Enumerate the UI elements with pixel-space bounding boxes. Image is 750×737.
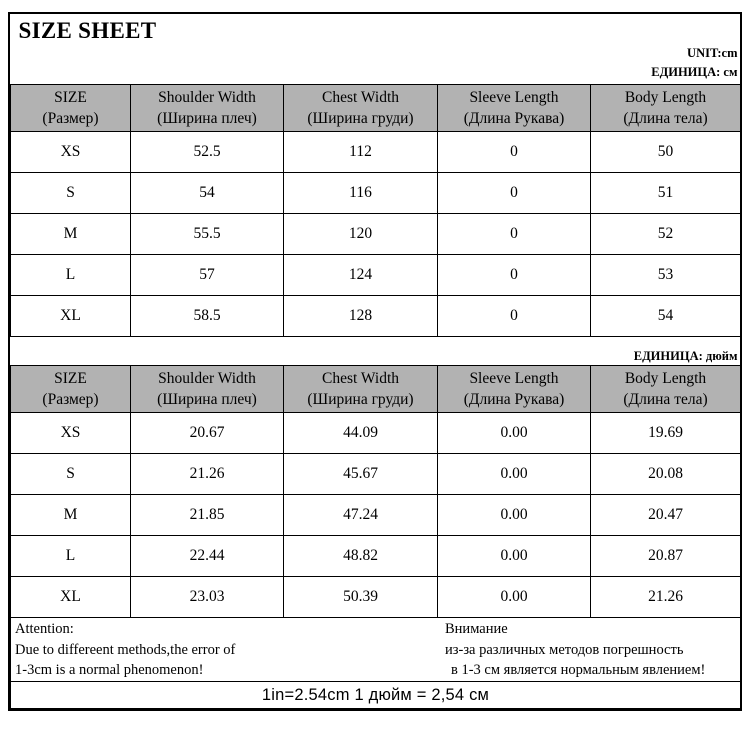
cell-chest-width: 116 bbox=[284, 173, 438, 214]
column-header-sleeve-length-ru: (Длина Рукава) bbox=[463, 391, 565, 408]
cell-size: M bbox=[11, 495, 131, 536]
table-row bbox=[11, 132, 741, 173]
table-row bbox=[11, 296, 741, 337]
table-row bbox=[11, 577, 741, 618]
cell-chest-width: 50.39 bbox=[284, 577, 438, 618]
unit-label-cm-ru: ЕДИНИЦА: см bbox=[651, 65, 738, 79]
cell-body-length: 20.47 bbox=[591, 495, 741, 536]
cell-body-length: 19.69 bbox=[591, 413, 741, 454]
page-title: SIZE SHEET bbox=[18, 18, 157, 43]
column-header-size-en: SIZE bbox=[54, 369, 87, 387]
size-sheet-container bbox=[8, 12, 742, 711]
cell-chest-width: 47.24 bbox=[284, 495, 438, 536]
table-row bbox=[11, 495, 741, 536]
title-cell bbox=[11, 14, 741, 85]
inch-unit-row bbox=[11, 337, 741, 366]
cell-size: S bbox=[11, 454, 131, 495]
size-sheet-table bbox=[10, 14, 741, 709]
cell-body-length: 50 bbox=[591, 132, 741, 173]
conversion-note: 1in=2.54cm 1 дюйм = 2,54 см bbox=[11, 682, 741, 709]
cell-size: XL bbox=[11, 577, 131, 618]
cell-shoulder-width: 23.03 bbox=[131, 577, 284, 618]
column-header-body-length-ru: (Длина тела) bbox=[623, 391, 708, 408]
attention-inner bbox=[11, 618, 740, 681]
cell-shoulder-width: 55.5 bbox=[131, 214, 284, 255]
attention-ru-line2: из-за различных методов погрешность bbox=[445, 641, 684, 658]
cell-chest-width: 48.82 bbox=[284, 536, 438, 577]
column-header-body-length-ru: (Длина тела) bbox=[623, 110, 708, 127]
table-row bbox=[11, 214, 741, 255]
attention-ru-line3: в 1-3 см является нормальным явлением! bbox=[451, 662, 706, 678]
cell-chest-width: 120 bbox=[284, 214, 438, 255]
cell-sleeve-length: 0 bbox=[438, 296, 591, 337]
cell-size: L bbox=[11, 536, 131, 577]
column-header-chest-width-en: Chest Width bbox=[321, 369, 400, 387]
column-header-size-ru: (Размер) bbox=[42, 110, 99, 127]
attention-en-line2: Due to differeent methods,the error of bbox=[15, 641, 236, 658]
attention-cell bbox=[11, 618, 741, 682]
cell-chest-width: 128 bbox=[284, 296, 438, 337]
cell-size: XL bbox=[11, 296, 131, 337]
column-header-chest-width-ru: (Ширина груди) bbox=[307, 391, 414, 408]
cell-shoulder-width: 58.5 bbox=[131, 296, 284, 337]
cell-sleeve-length: 0.00 bbox=[438, 413, 591, 454]
cell-size: L bbox=[11, 255, 131, 296]
cell-sleeve-length: 0 bbox=[438, 132, 591, 173]
attention-row bbox=[11, 618, 741, 682]
cell-shoulder-width: 21.85 bbox=[131, 495, 284, 536]
cell-body-length: 53 bbox=[591, 255, 741, 296]
attention-text-en bbox=[15, 619, 235, 681]
column-header-size-ru: (Размер) bbox=[42, 391, 99, 408]
cell-body-length: 21.26 bbox=[591, 577, 741, 618]
cell-chest-width: 112 bbox=[284, 132, 438, 173]
column-header-chest-width-ru: (Ширина груди) bbox=[307, 110, 414, 127]
cell-chest-width: 44.09 bbox=[284, 413, 438, 454]
cell-shoulder-width: 57 bbox=[131, 255, 284, 296]
attention-text-ru bbox=[445, 619, 705, 681]
cell-sleeve-length: 0 bbox=[438, 255, 591, 296]
column-header-shoulder-width bbox=[131, 366, 284, 413]
cell-body-length: 20.87 bbox=[591, 536, 741, 577]
cm-table-header-row bbox=[11, 85, 741, 132]
cell-sleeve-length: 0.00 bbox=[438, 536, 591, 577]
column-header-shoulder-width-ru: (Ширина плеч) bbox=[157, 391, 257, 408]
column-header-chest-width bbox=[284, 85, 438, 132]
column-header-chest-width bbox=[284, 366, 438, 413]
column-header-sleeve-length bbox=[438, 85, 591, 132]
attention-ru-line1: Внимание bbox=[445, 621, 508, 637]
title-row bbox=[11, 14, 741, 85]
conversion-row bbox=[11, 682, 741, 709]
column-header-shoulder-width-en: Shoulder Width bbox=[158, 88, 256, 106]
column-header-sleeve-length-en: Sleeve Length bbox=[469, 369, 559, 387]
cell-body-length: 20.08 bbox=[591, 454, 741, 495]
cell-size: XS bbox=[11, 132, 131, 173]
column-header-size bbox=[11, 85, 131, 132]
cell-body-length: 52 bbox=[591, 214, 741, 255]
cell-body-length: 51 bbox=[591, 173, 741, 214]
inch-unit-cell bbox=[11, 337, 741, 366]
unit-label-inch-ru: ЕДИНИЦА: дюйм bbox=[633, 349, 738, 363]
cell-shoulder-width: 21.26 bbox=[131, 454, 284, 495]
cell-sleeve-length: 0 bbox=[438, 173, 591, 214]
cell-size: S bbox=[11, 173, 131, 214]
column-header-size bbox=[11, 366, 131, 413]
column-header-size-en: SIZE bbox=[54, 88, 87, 106]
column-header-sleeve-length-ru: (Длина Рукава) bbox=[463, 110, 565, 127]
cell-chest-width: 124 bbox=[284, 255, 438, 296]
column-header-body-length bbox=[591, 366, 741, 413]
table-row bbox=[11, 255, 741, 296]
inch-table-header-row bbox=[11, 366, 741, 413]
table-row bbox=[11, 536, 741, 577]
table-row bbox=[11, 413, 741, 454]
column-header-sleeve-length bbox=[438, 366, 591, 413]
cell-sleeve-length: 0.00 bbox=[438, 495, 591, 536]
cell-shoulder-width: 22.44 bbox=[131, 536, 284, 577]
unit-label-cm-en: UNIT:cm bbox=[687, 46, 738, 60]
cell-body-length: 54 bbox=[591, 296, 741, 337]
attention-en-line1: Attention: bbox=[15, 621, 74, 637]
cell-size: XS bbox=[11, 413, 131, 454]
cell-sleeve-length: 0 bbox=[438, 214, 591, 255]
table-row bbox=[11, 454, 741, 495]
cell-sleeve-length: 0.00 bbox=[438, 454, 591, 495]
column-header-chest-width-en: Chest Width bbox=[321, 88, 400, 106]
column-header-shoulder-width-en: Shoulder Width bbox=[158, 369, 256, 387]
cell-size: M bbox=[11, 214, 131, 255]
column-header-body-length bbox=[591, 85, 741, 132]
cell-shoulder-width: 54 bbox=[131, 173, 284, 214]
column-header-sleeve-length-en: Sleeve Length bbox=[469, 88, 559, 106]
cell-shoulder-width: 52.5 bbox=[131, 132, 284, 173]
column-header-shoulder-width-ru: (Ширина плеч) bbox=[157, 110, 257, 127]
attention-en-line3: 1-3cm is a normal phenomenon! bbox=[15, 662, 204, 678]
cell-sleeve-length: 0.00 bbox=[438, 577, 591, 618]
cell-shoulder-width: 20.67 bbox=[131, 413, 284, 454]
table-row bbox=[11, 173, 741, 214]
cell-chest-width: 45.67 bbox=[284, 454, 438, 495]
column-header-body-length-en: Body Length bbox=[624, 369, 707, 387]
column-header-shoulder-width bbox=[131, 85, 284, 132]
column-header-body-length-en: Body Length bbox=[624, 88, 707, 106]
